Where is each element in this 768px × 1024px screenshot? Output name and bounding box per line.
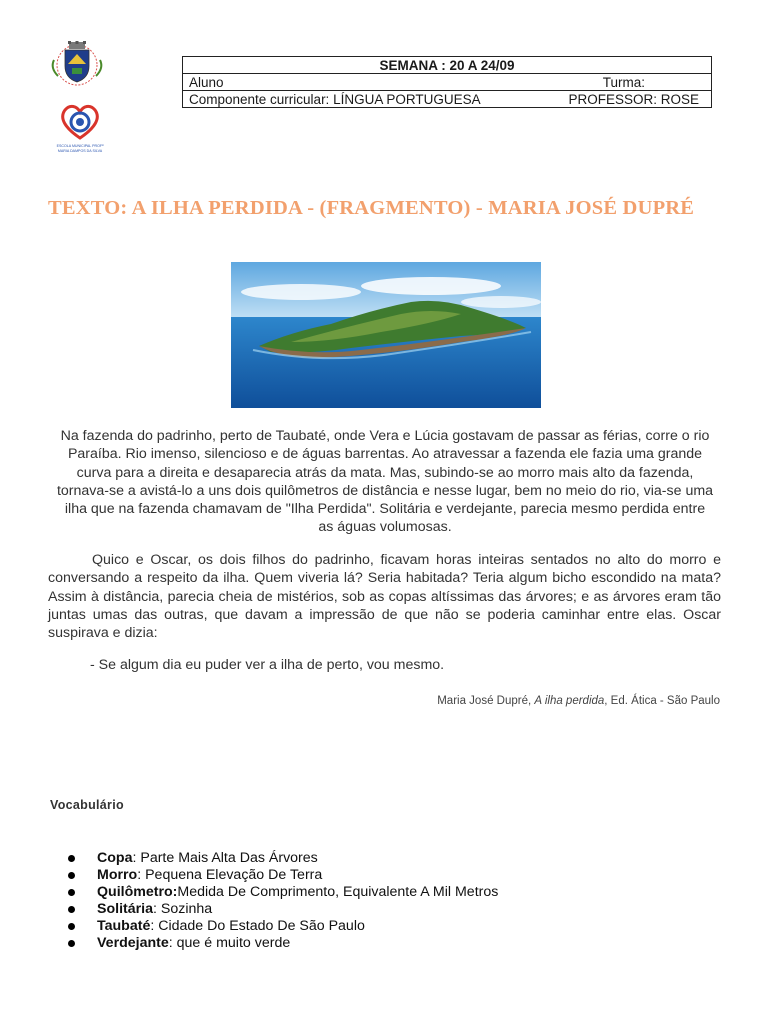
vocabulary-definition: : Sozinha <box>152 901 213 917</box>
paragraph-1: Na fazenda do padrinho, perto de Taubaté, onde Vera e Lúcia gostavam de passar as férias, corre o rio Paraíba. Rio imenso, silencioso e de águas barrentas. Ao atravessar a fazenda ele fazia uma grande curva para a direita e desaparecia atrás da mata. Mas, subindo-se ao morro mais alto da fazenda, tornava-se a avistá-lo a uns dois quilômetros de distância e nesse lugar, bem no meio do rio, via-se uma ilha que na fazenda chamavam de "Ilha Perdida". Solitária e verdejante, parecia mesmo perdida entre as águas volumosas. <box>56 428 714 536</box>
week-cell: SEMANA : 20 A 24/09 <box>183 57 712 74</box>
text-title: TEXTO: A ILHA PERDIDA - (FRAGMENTO) - MARIA JOSÉ DUPRÉ <box>48 197 695 219</box>
vocabulary-definition: : Pequena Elevação De Terra <box>137 867 323 883</box>
vocabulary-definition: : que é muito verde <box>168 935 291 951</box>
vocabulary-definition: : Cidade Do Estado De São Paulo <box>150 918 365 934</box>
componente-curricular: Componente curricular: LÍNGUA PORTUGUESA <box>189 91 481 107</box>
paragraph-2: Quico e Oscar, os dois filhos do padrinho, ficavam horas inteiras sentados no alto do morro e conversando a respeito da ilha. Quem viveria lá? Seria habitada? Teria algum bicho escondido na mata? Assim à distância, parecia cheia de mistérios, sob as copas altíssimas das árvores; e as árvores eram tão juntas umas das outras, que davam a impressão de que não se poderia caminhar entre elas. Oscar suspirava e dizia: <box>48 552 721 642</box>
header-table <box>182 56 712 108</box>
bullet-icon <box>68 855 75 862</box>
vocabulary-term: Solitária <box>97 901 153 917</box>
bullet-icon <box>68 889 75 896</box>
vocabulary-title: Vocabulário <box>50 798 124 812</box>
source-author: Maria José Dupré, <box>437 695 532 707</box>
oscar-quote: - Se algum dia eu puder ver a ilha de perto, vou mesmo. <box>90 657 445 673</box>
bullet-icon <box>68 940 75 947</box>
municipal-crest-logo <box>46 40 108 86</box>
vocabulary-item <box>66 935 498 952</box>
bullet-icon <box>68 923 75 930</box>
vocabulary-term: Copa <box>97 850 133 866</box>
vocabulary-item <box>66 901 498 918</box>
vocabulary-item <box>66 850 498 867</box>
source-citation <box>437 695 720 707</box>
vocabulary-term: Taubaté <box>97 918 151 934</box>
source-rest: , Ed. Ática - São Paulo <box>604 695 720 707</box>
vocabulary-item <box>66 918 498 935</box>
vocabulary-term: Morro <box>97 867 138 883</box>
vocabulary-item <box>66 884 498 901</box>
school-logo-caption-1: ESCOLA MUNICIPAL PROFª <box>56 144 104 148</box>
vocabulary-definition: Medida De Comprimento, Equivalente A Mil Metros <box>177 884 499 900</box>
bullet-icon <box>68 872 75 879</box>
component-row <box>183 91 712 108</box>
turma-label: Turma: <box>602 74 645 90</box>
student-row <box>183 74 712 91</box>
aluno-label: Aluno <box>189 74 224 90</box>
vocabulary-term: Verdejante <box>97 935 169 951</box>
vocabulary-term: Quilômetro: <box>97 884 178 900</box>
source-book: A ilha perdida <box>534 695 605 707</box>
bullet-icon <box>68 906 75 913</box>
school-logo <box>55 98 105 158</box>
school-logo-caption-2: MARIA DAMPOS DA SILVA <box>57 149 103 153</box>
island-photo <box>231 262 541 408</box>
vocabulary-item <box>66 867 498 884</box>
vocabulary-definition: : Parte Mais Alta Das Árvores <box>132 850 318 866</box>
professor-label: PROFESSOR: ROSE <box>568 91 699 107</box>
vocabulary-list <box>66 850 498 952</box>
